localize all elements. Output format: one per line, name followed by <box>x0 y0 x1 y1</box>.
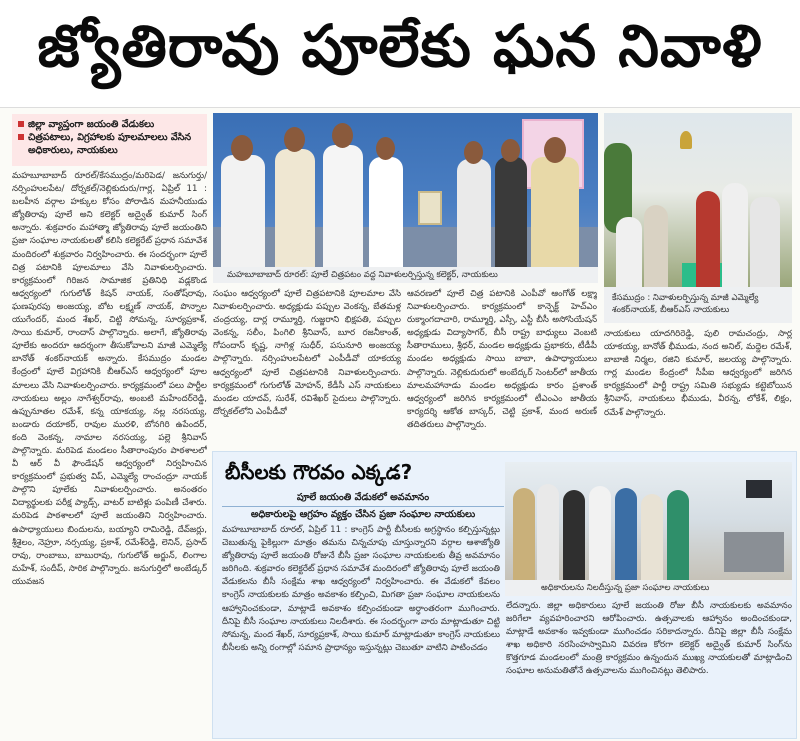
bullet-square-icon <box>18 134 24 140</box>
bullet-text: చిత్రపటాలు, విగ్రహాలకు పూలమాలలు వేసిన అధికారులు, నాయకులు <box>28 132 192 156</box>
person-figure <box>644 205 668 287</box>
middle-column-2: ఆవరణలో పూలే చిత్ర పటానికి ఎంపీవో ఆంగోత్ లక్ష్మా నివాళులర్పించారు. కార్యక్రమంలో కాన్ఫెక్ట్ హెచ్ఎం రుక్మాంగదాచారి, రామ్మూర్తి, ఎస్సీ, ఎస్టీ బీసీ అసోసియేషన్ అధ్యక్షుడు విద్యాసాగర్, బీసీ రాష్ట్ర బాధ్యులు వెంబటి సీతారాములు, శ్రీధర్, మండల అధ్యక్షుడు ప్రభాకరు, టీడీపీ మండల అధ్యక్షుడు సాయి బాబా, ఉపాధ్యాయులు పాల్గొన్నారు. నెల్లికుదురులో అంబేద్కర్ సెంటర్‌లో జాతీయ మాలమహానాడు మండల అధ్యక్షుడు కారం ప్రశాంత్ ఆధ్వర్యంలో జరిగిన కార్యక్రమంలో టీఎంఎం జాతీయ కార్యదర్శి ఆకోత బాస్కర్, చెట్టి ప్రకాశ్, మంద అరుణ్ తదితరులు పాల్గొన్నారు. <box>407 289 597 430</box>
person-head <box>376 137 395 160</box>
bullet-square-icon <box>18 121 24 127</box>
boxed-story-headline: బీసీలకు గౌరవం ఎక్కడ? <box>225 460 413 484</box>
photo2-caption: కేసముద్రం : నివాళులర్పిస్తున్న మాజీ ఎమ్మెల్యే శంకర్‌నాయక్, బీఆర్ఎస్ నాయకులు <box>604 287 792 323</box>
photo-collector-tribute <box>213 113 598 267</box>
photo3-caption: అధికారులను నిలదీస్తున్న ప్రజా సంఘాల నాయకులు <box>505 580 792 596</box>
bullet-text: జిల్లా వ్యాప్తంగా జయంతి వేడుకలు <box>28 119 155 130</box>
person-figure <box>589 486 611 580</box>
statue-icon <box>680 131 692 149</box>
phule-portrait-icon <box>418 191 442 225</box>
boxed-story-article: మహబూబాబాద్ రూరల్, ఏప్రిల్ 11 : కాంగ్రెస్ పార్టీ బీసీలకు అగ్రస్థానం కల్పిస్తున్నట్లు చెబుతున్న పైకిల్లుగా మాత్రం తమను చిన్నచూపు చూస్తున్నారని వర్గాల ఆశాజ్యోతి జ్యోతిరావు పూలే జయంతి రోజునే బీసీ ప్రజా సంఘాల నాయకులకు తీవ్ర అవమానం జరిగింది. శుక్రవారం కలెక్టరేట్ ప్రధాన సమావేశ మందిరంలో జ్యోతిరావు పూలే జయంతి వేడుకలను బీసీ సంక్షేమ శాఖ ఆధ్వర్యంలో నిర్వహించారు. ఈ వేడుకలో కేవలం కాంగ్రెస్ నాయకులకు మాత్రం అవకాశం కల్పించి, మిగతా ప్రజా సంఘాల నాయకులను ఆహ్వానించకుండా, మాట్లాడే అవకాశం కల్పించకుండా అర్ధాంతరంగా ముగించారు. దీనిపై బీసీ సంఘాల నాయకులు నిలదీశారు. ఈ సందర్భంగా వారు మాట్లాడుతూ చిట్టి సోమన్న, మంద శేఖర్, సూర్యప్రకాశ్, సాయి కుమార్ మాట్లాడుతూ కాంగ్రెస్ నాయకులు బీసీలకు అన్ని రంగాల్లో సమాన ప్రాధాన్యం ఇస్తున్నట్లు చెబుతూ వాటిని పాటించడం <box>222 525 500 653</box>
person-figure <box>495 157 527 267</box>
person-head <box>332 123 353 148</box>
bullet-item <box>18 131 201 157</box>
person-head <box>544 137 566 163</box>
photo1-caption: మహబూబాబాద్ రూరల్: పూలే చిత్రపటం వద్ద నివాళులర్పిస్తున్న కలెక్టర్, నాయకులు <box>213 267 598 283</box>
person-figure <box>696 191 720 287</box>
person-figure <box>513 488 535 580</box>
computer-monitor-icon <box>746 480 772 498</box>
person-figure <box>750 197 780 287</box>
subhead-2: అధికారులపై ఆగ్రహం వ్యక్తం చేసిన ప్రజా సంఘాల నాయకులు <box>250 509 476 520</box>
person-head <box>501 139 520 162</box>
photo-statue-tribute <box>604 113 792 287</box>
middle-column-1: సంఘం ఆధ్వర్యంలో పూలే చిత్రపటానికి పూలమాల వేసి నివాళులర్పించారు. అధ్యక్షుడు పప్పుల వెంకన్న, బేతమళ్ల చంద్రయ్య, దార్ల రామ్మూర్తి, గుజ్జరాని భిక్షపతి, పప్పుల వెంకన్న, సలీం, పింగిలి శ్రీనివాస్, బూర రజనీకాంత్, గోపందాస్ కృష్ణ, నాగిళ్ల సుధీర్, పసునూరి అంజయ్య పాల్గొన్నారు. నర్సింహులపేటలో ఎంపీడీవో యాకయ్య ఆధ్వర్యంలో పూలే చిత్రపటానికి నివాళులర్పించారు. కార్యక్రమంలో గుగులోత్ మోహన్, కేడీసీ ఎస్ నాయకులు మండల యాదవ్, సురేశ్, రవిశేఖర్ సైదులు పాల్గొన్నారు. దోర్నకల్‌లోని ఎంపీడీవో <box>213 289 401 417</box>
photo-leaders-questioning <box>505 462 792 580</box>
person-figure <box>537 484 559 580</box>
person-head <box>284 127 305 152</box>
left-article: మహబూబాబాద్ రూరల్/కేసముద్రం/మరిపెడ/ జనుగుర్తు/నర్సింహులపేట/ దోర్నకల్/నెల్లికుదురు/గార్ల, ఏప్రిల్ 11 : బలహీన వర్గాల హక్కుల కోసం పోరాడిన మహనీయుడు జ్యోతిరావు పూలే అని కలెక్టర్ అద్వైత్ కుమార్ సింగ్ అన్నారు. శుక్రవారం మహాత్మా జ్యోతిరావు పూలే జయంతిని ప్రజా సంఘాల నాయకులతో కలిసి కలెక్టరేట్ ప్రధాన సమావేశ మందిరంలో శుక్రవారం నిర్వహించారు. ఈ సందర్భంగా పూలే చిత్ర పటానికి పూలమాలు వేసి నివాళులర్పించారు. కార్యక్రమంలో గిరిజన సామాజిక ప్రతినిధి వడ్లకొండ ఆధ్వర్యంలో గుగులోత్ కిషన్ నాయక్, సంతోష్‌రావు, ఘణపురపు అంజయ్య, బోట లక్ష్మణ్ నాయక్, పొన్నాల యుగేందర్, మంద శేఖర్, చిట్టి సోమన్న, సూర్యప్రకాశ్, సాయి కుమార్, రాందాస్ పాల్గొన్నారు. అలాగే, జ్యోతిరావు పూలేకు అందరూ ఆదర్శంగా తీసుకోవాలని మాజీ ఎమ్మెల్యే బానోత్ శంకర్‌నాయక్ అన్నారు. కేసముద్రం మండల కేంద్రంలో పూలే విగ్రహానికి బీఆర్ఎస్ ఆధ్వర్యంలో పూల మాలలు వేసి నివాళులర్పించారు. కార్యక్రమంలో పలు పార్టీల నాయకులు అల్లం నాగేశ్వర్‌రావు, అంబటి మహేందర్‌రెడ్డి, ఉప్పునూతల రమేశ్, కన్న యాకయ్య, నల్ల నరసయ్య, బండారు దయాకర్, రావుల మురళి, బోనగిరి ఉపేందర్, కంది వెంకన్న, నామాల నరసయ్య, పల్లె శ్రీనివాస్ పాల్గొన్నారు. మరిపెడ మండలం సీతారాంపురం పాఠశాలలో వీ ఆర్ వీ ఫౌండేషన్ ఆధ్వర్యంలో నిర్వహించిన కార్యక్రమంలో ప్రభుత్వ విప్, ఎమ్మెల్యే రాంచంద్రూ నాయక్ పాల్గొని పూలేకు నివాళులర్పించారు. అనంతరం విద్యార్థులకు పరీక్ష ప్యాడ్స్, వాటర్ బాటిళ్లు పంపిణీ చేశారు. మరిపెడ పాఠశాలలో పూలే జయంతిని నిర్వహించారు. ఉపాధ్యాయులు బిందులను, బయ్యాని రామిరెడ్డి, దేవ్‌జర్లు, శ్రీశైలం, నెహ్రూ, నర్సయ్య, ప్రకాశ్, రమేశ్‌రెడ్డి, లెనిన్, ప్రసాద్ రావు, రాంబాబు, బాబురావు, గుగులోత్ అర్జున్, లింగాల మహేశ్, సందీప్, సారిక పాల్గొన్నారు. జనుగుర్తిలో అంబేడ్కర్ యువజన <box>12 171 207 587</box>
person-figure <box>531 157 579 267</box>
boxed-story-subheads <box>222 490 504 523</box>
page-headline: జ్యోతిరావు పూలేకు ఘన నివాళి <box>0 0 800 108</box>
person-figure <box>722 183 748 287</box>
person-figure <box>616 217 642 287</box>
person-head <box>464 141 483 164</box>
person-figure <box>369 157 403 267</box>
person-figure <box>457 159 491 267</box>
person-figure <box>323 145 363 267</box>
desk <box>724 532 784 572</box>
right-column: నాయకులు యాదగిరిరెడ్డి, పులి రామచంద్రు, సార్ల యాకయ్య, బానోత్ భీముడు, నంద అనిల్, మద్దెల రమేశ్, బాబాజీ నిర్మల, రజిని కుమార్, జలయ్య పాల్గొన్నారు. గార్ల మండల కేంద్రంలో సీపీఐ ఆధ్వర్యంలో జరిగిన కార్యక్రమంలో పార్టీ రాష్ట్ర సమితి సభ్యుడు కట్టెబోయిన శ్రీనివాస్, నాయకులు భీముడు, వీరన్న, లోకేశ్, లిక్షం, రమేశ్ పాల్గొన్నారు. <box>604 329 792 418</box>
boxed-story-continuation: లేదన్నారు. జిల్లా అధికారులు పూలే జయంతి రోజు బీసీ నాయకులకు అవమానం జరిగేలా వ్యవహరించారని ఆరోపించారు. ఉత్సవాలకు ఆహ్వానం అందించకుండా, మాట్లాడే అవకాశం ఇవ్వకుండా ముగించడం సరికాదన్నారు. దీనిపై జిల్లా బీసీ సంక్షేమ శాఖ అధికారి నరసింహస్వామిని వివరణ కోరగా కలెక్టర్ అద్వైత్ కుమార్ సింగ్‌ను కొత్తగూడ మండలంలో మంత్రి కార్యక్రమం ఉన్నందున ముఖ్య నాయకులతో మాట్లాడించి సంఘాల అనుమతితోనే ఉత్సవాలను ముగించినట్లు తెలిపారు. <box>506 601 792 677</box>
subhead-1: పూలే జయంతి వేడుకలో అవమానం <box>222 490 504 507</box>
person-figure <box>615 488 637 580</box>
person-figure <box>275 149 315 267</box>
highlight-bullets <box>12 114 207 166</box>
person-figure <box>641 494 663 580</box>
person-figure <box>221 155 265 267</box>
person-figure <box>563 490 585 580</box>
person-head <box>231 135 253 161</box>
bullet-item <box>18 118 201 131</box>
person-figure <box>667 490 689 580</box>
